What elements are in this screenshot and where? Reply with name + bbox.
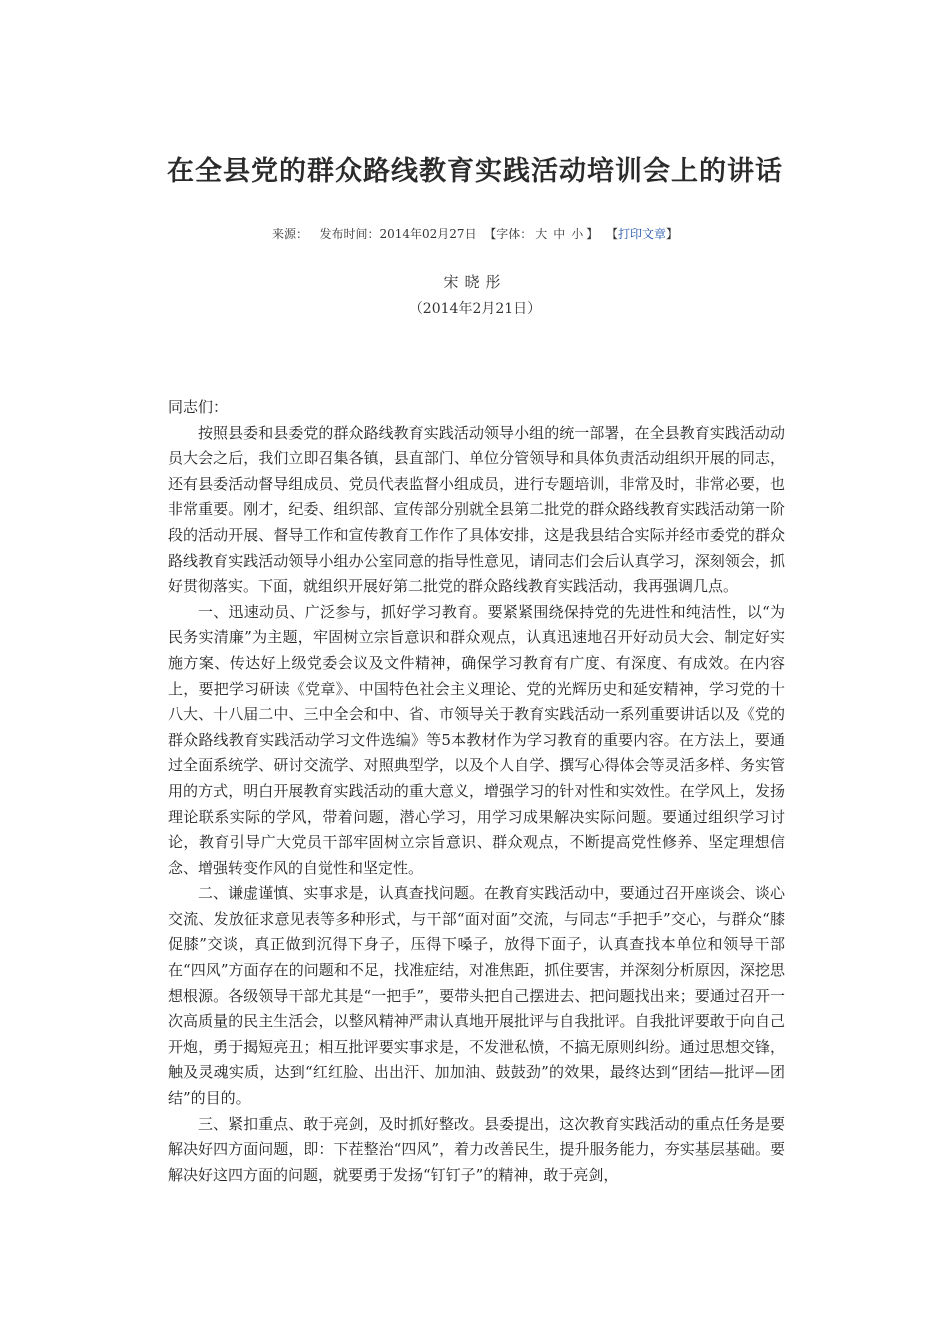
print-close-bracket: 】 [665,227,678,241]
speech-body [168,395,785,1188]
font-large-link[interactable]: 大 [535,227,548,241]
font-small-link[interactable]: 小 [571,227,584,241]
speech-date: （2014年2月21日） [408,301,542,317]
document-title: 在全县党的群众路线教育实践活动培训会上的讲话 [167,156,783,187]
source-label: 来源： [272,227,309,241]
font-size-close: 】 [586,227,599,241]
paragraph-section-1: 一、迅速动员、广泛参与，抓好学习教育。要紧紧围绕保持党的先进性和纯洁性，以“为民务实清廉”为主题，牢固树立宗旨意识和群众观点，认真迅速地召开好动员大会、制定好实施方案、传达好上级党委会议及文件精神，确保学习教育有广度、有深度、有成效。在内容上，要把学习研读《党章》、中国特色社会主义理论、党的光辉历史和延安精神，学习党的十八大、十八届二中、三中全会和中、省、市领导关于教育实践活动一系列重要讲话以及《党的群众路线教育实践活动学习文件选编》等5本教材作为学习教育的重要内容。在方法上，要通过全面系统学、研讨交流学、对照典型学，以及个人自学、撰写心得体会等灵活多样、务实管用的方式，明白开展教育实践活动的重大意义，增强学习的针对性和实效性。在学风上，发扬理论联系实际的学风，带着问题，潜心学习，用学习成果解决实际问题。要通过组织学习讨论，教育引导广大党员干部牢固树立宗旨意识、群众观点，不断提高党性修养、坚定理想信念、增强转变作风的自觉性和坚定性。 [168,602,785,877]
author-name: 宋晓彤 [443,273,507,291]
print-open-bracket: 【 [605,227,618,241]
paragraph-section-3: 三、紧扣重点、敢于亮剑，及时抓好整改。县委提出，这次教育实践活动的重点任务是要解决好四方面问题，即：下茬整治“四风”，着力改善民生，提升服务能力，夯实基层基础。要解决好这四方面的问题，就要勇于发扬“钉钉子”的精神，敢于亮剑， [168,1114,785,1184]
paragraph-section-2: 二、谦虚谨慎、实事求是，认真查找问题。在教育实践活动中，要通过召开座谈会、谈心交流、发放征求意见表等多种形式，与干部“面对面”交流，与同志“手把手”交心，与群众“膝促膝”交谈，真正做到沉得下身子，压得下嗓子，放得下面子，认真查找本单位和领导干部在“四风”方面存在的问题和不足，找准症结，对准焦距，抓住要害，并深刻分析原因，深挖思想根源。各级领导干部尤其是“一把手”，要带头把自己摆进去、把问题找出来；要通过召开一次高质量的民主生活会，以整风精神严肃认真地开展批评与自我批评。自我批评要敢于向自己开炮，勇于揭短亮丑；相互批评要实事求是，不发泄私愤，不搞无原则纠纷。通过思想交锋，触及灵魂实质，达到“红红脸、出出汗、加加油、鼓鼓劲”的效果，最终达到“团结—批评—团结”的目的。 [168,884,785,1108]
font-size-label: 【字体： [484,227,533,241]
print-article-link[interactable]: 打印文章 [617,227,666,241]
paragraph-intro: 按照县委和县委党的群众路线教育实践活动领导小组的统一部署，在全县教育实践活动动员大会之后，我们立即召集各镇，县直部门、单位分管领导和具体负责活动组织开展的同志，还有县委活动督导组成员、党员代表监督小组成员，进行专题培训，非常及时，非常必要，也非常重要。刚才，纪委、组织部、宣传部分别就全县第二批党的群众路线教育实践活动第一阶段的活动开展、督导工作和宣传教育工作作了具体安排，这是我县结合实际并经市委党的群众路线教育实践活动领导小组办公室同意的指导性意见，请同志们会后认真学习，深刻领会，抓好贯彻落实。下面，就组织开展好第二批党的群众路线教育实践活动，我再强调几点。 [168,423,785,596]
font-medium-link[interactable]: 中 [553,227,566,241]
salutation: 同志们： [168,398,229,416]
publish-time: 发布时间：2014年02月27日 [319,227,477,241]
article-meta [0,224,950,244]
